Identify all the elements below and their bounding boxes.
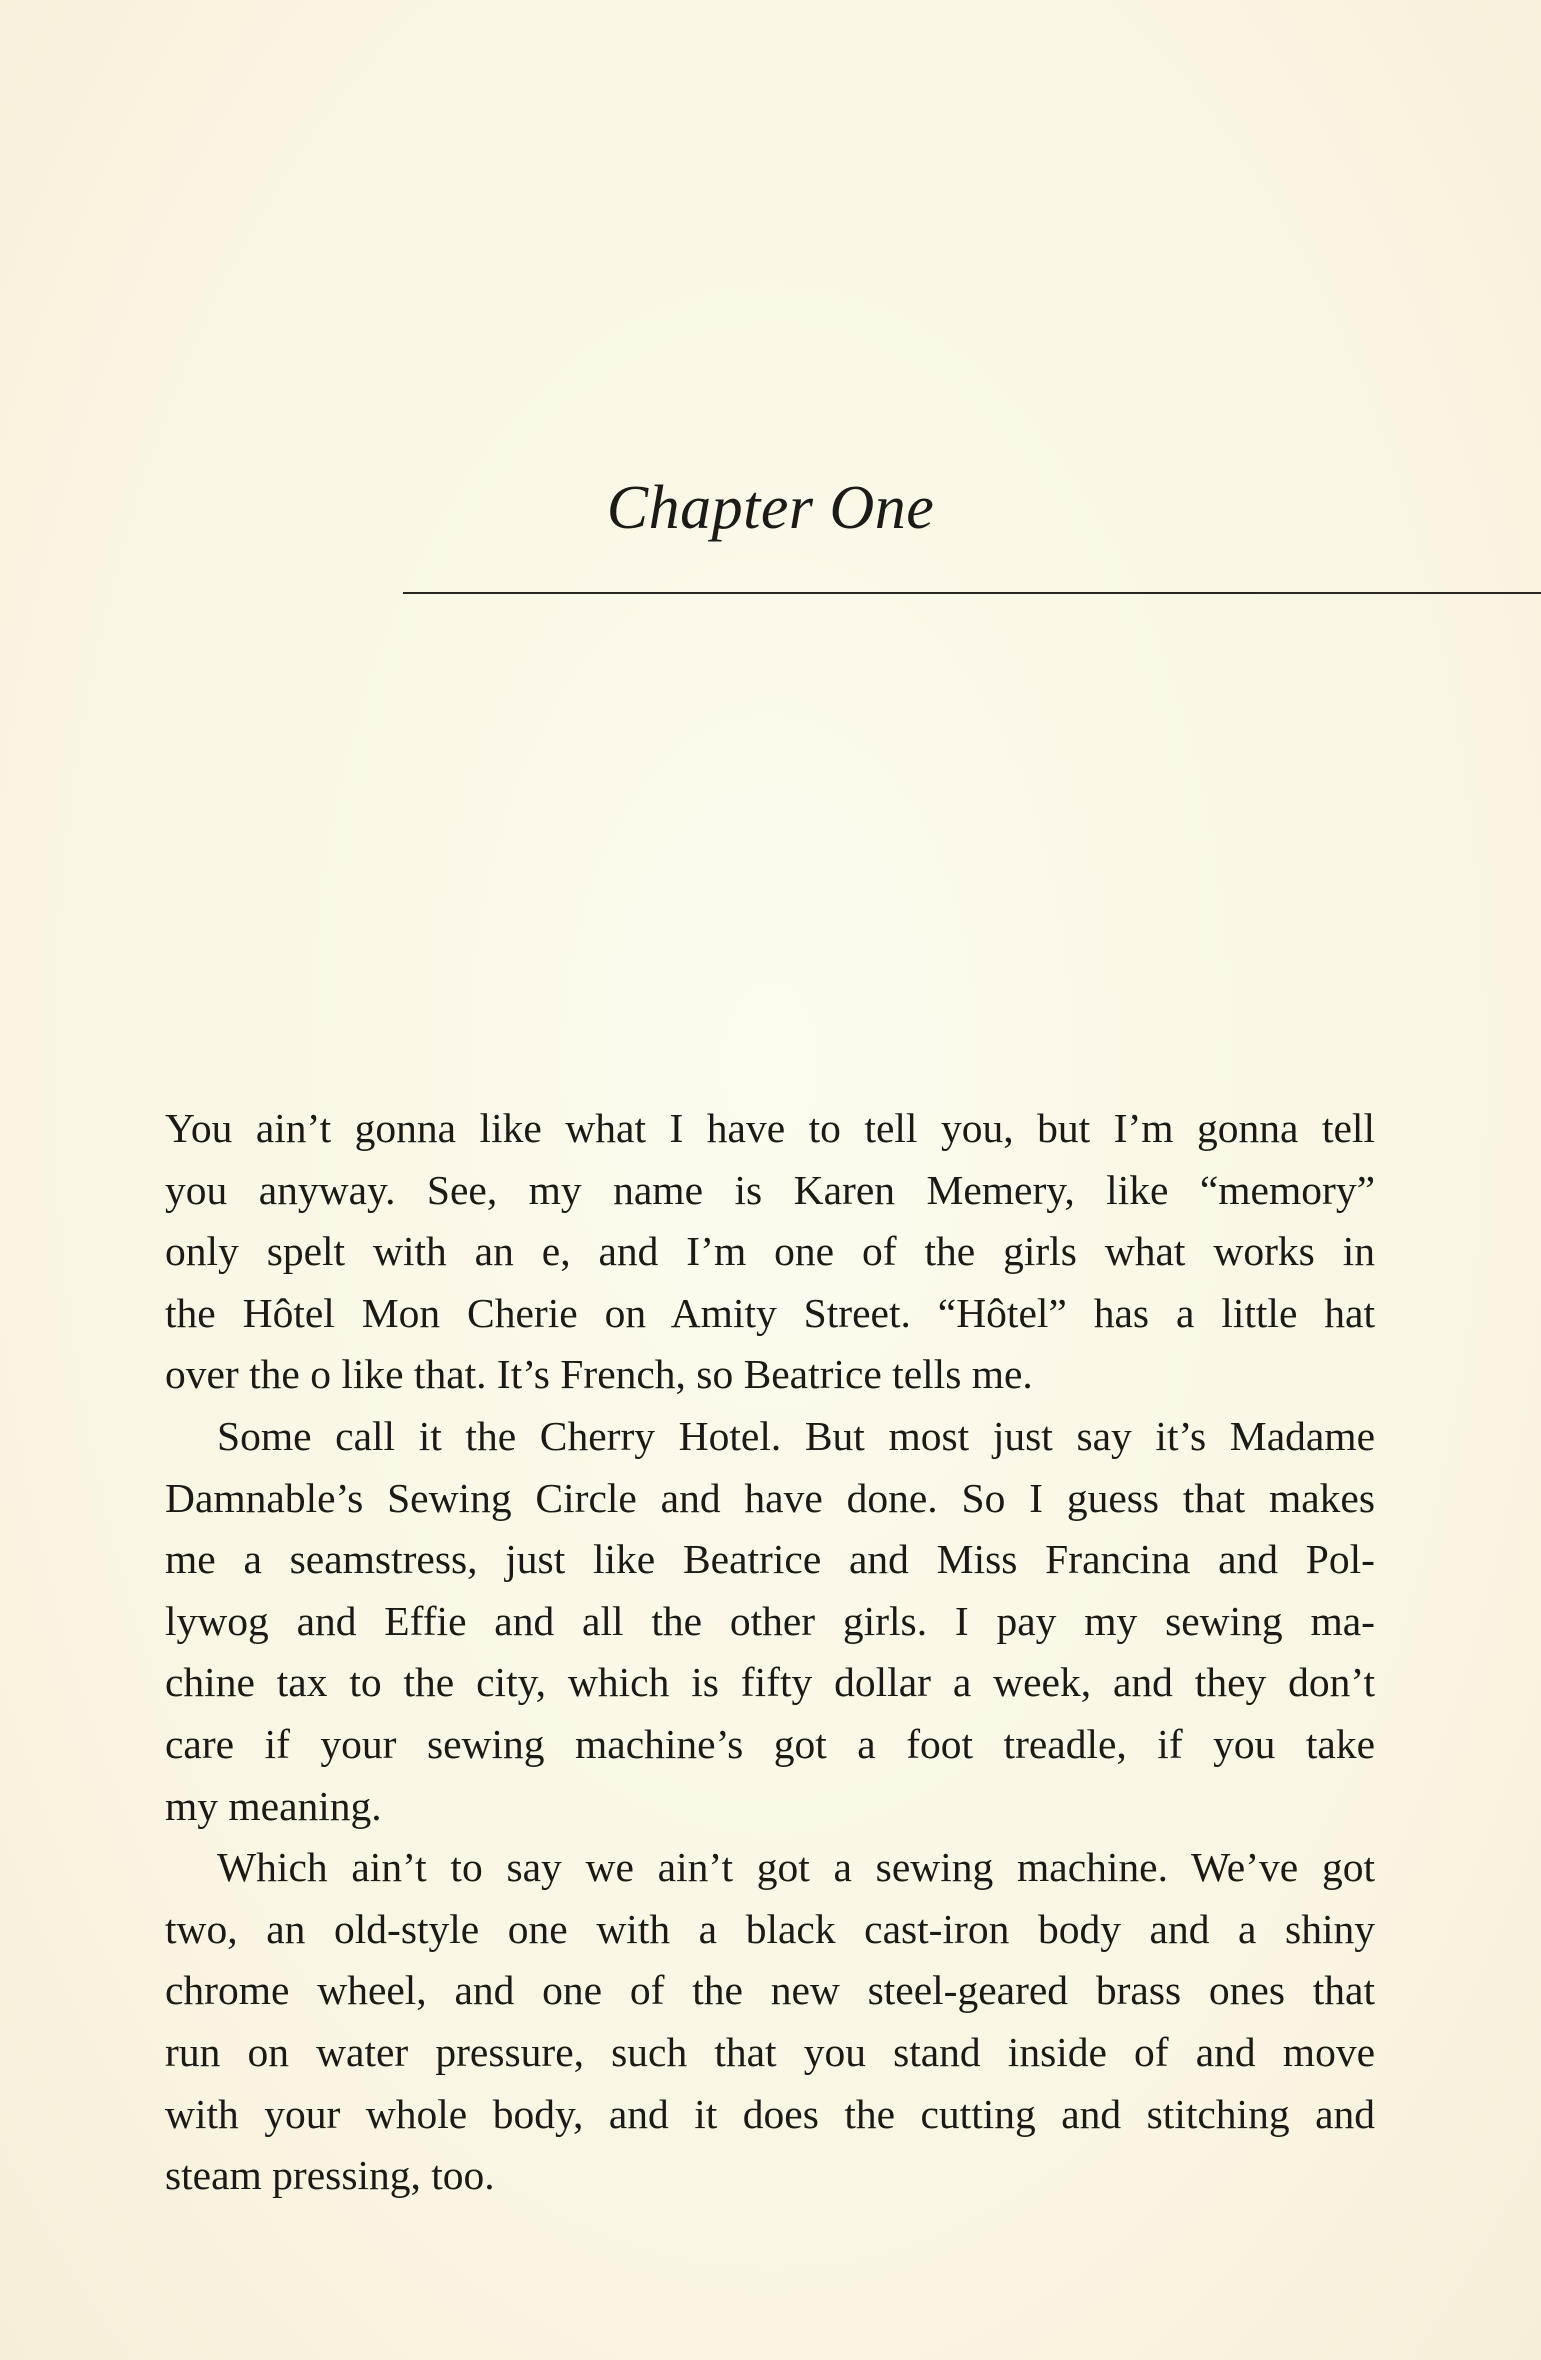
text-line: lywog and Effie and all the other girls. I pay my sewing ma- [165, 1597, 1375, 1644]
text-line: Damnable’s Sewing Circle and have done. So I guess that makes [165, 1474, 1375, 1521]
paragraph-1 [165, 1098, 1375, 1406]
text-line: steam pressing, too. [165, 2152, 495, 2199]
text-line: only spelt with an e, and I’m one of the girls what works in [165, 1228, 1375, 1275]
paragraph-2 [165, 1406, 1375, 1837]
text-line: care if your sewing machine’s got a foot treadle, if you take [165, 1720, 1375, 1767]
text-line: me a seamstress, just like Beatrice and Miss Francina and Pol- [165, 1536, 1375, 1583]
text-line: you anyway. See, my name is Karen Memery, like “memory” [165, 1166, 1375, 1213]
text-line: over the o like that. It’s French, so Beatrice tells me. [165, 1351, 1033, 1398]
paragraph-3 [165, 1837, 1375, 2207]
text-line: Some call it the Cherry Hotel. But most just say it’s Madame [217, 1412, 1375, 1459]
text-line: chrome wheel, and one of the new steel-geared brass ones that [165, 1967, 1375, 2014]
text-line: run on water pressure, such that you stand inside of and move [165, 2028, 1375, 2075]
chapter-divider-rule [403, 592, 1541, 594]
text-line: chine tax to the city, which is fifty dollar a week, and they don’t [165, 1659, 1375, 1706]
text-line: You ain’t gonna like what I have to tell you, but I’m gonna tell [165, 1105, 1375, 1151]
text-line: the Hôtel Mon Cherie on Amity Street. “Hôtel” has a little hat [165, 1289, 1375, 1336]
text-line: with your whole body, and it does the cutting and stitching and [165, 2090, 1375, 2137]
text-line: my meaning. [165, 1782, 382, 1829]
text-line: Which ain’t to say we ain’t got a sewing machine. We’ve got [217, 1844, 1375, 1891]
text-line: two, an old-style one with a black cast-iron body and a shiny [165, 1905, 1375, 1952]
chapter-body [165, 1098, 1375, 2207]
chapter-title: Chapter One [606, 474, 935, 542]
